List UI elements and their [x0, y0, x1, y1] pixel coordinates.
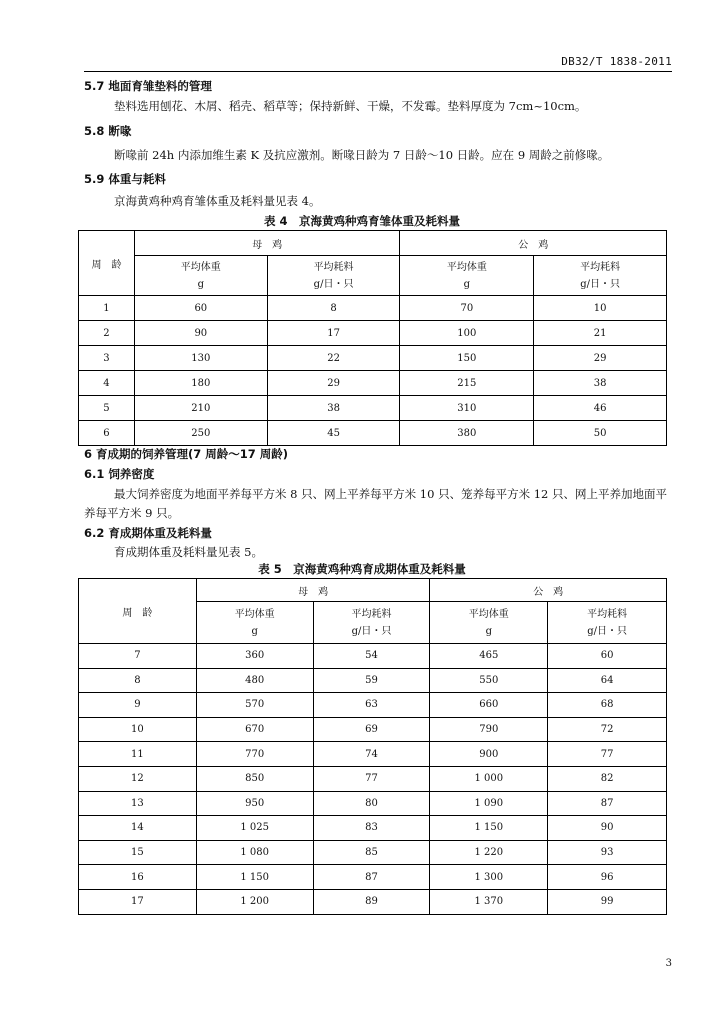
- table-cell: 54: [313, 644, 430, 669]
- table-row: [79, 717, 667, 742]
- section-6-1-text: 最大饲养密度为地面平养每平方米 8 只、网上平养每平方米 10 只、笼养每平方米 12 只、网上平养加地面平养每平方米 9 只。: [84, 487, 668, 520]
- table-cell: 1 000: [430, 766, 548, 791]
- table-row: [79, 865, 667, 890]
- table-cell: 90: [134, 321, 267, 346]
- table-cell: 380: [400, 421, 534, 446]
- table-cell: 180: [134, 371, 267, 396]
- table-row: [79, 742, 667, 767]
- table-cell: 10: [79, 717, 197, 742]
- table-4-cock-weight-header: 平均体重 g: [400, 256, 534, 296]
- table-cell: 77: [548, 742, 667, 767]
- table-row: [79, 396, 667, 421]
- header-rule: [84, 71, 672, 72]
- table-5-cock-feed-header: 平均耗料 g/日・只: [548, 602, 667, 644]
- table-cell: 1 090: [430, 791, 548, 816]
- table-cell: 59: [313, 668, 430, 693]
- table-cell: 74: [313, 742, 430, 767]
- table-cell: 63: [313, 693, 430, 718]
- document-code: DB32/T 1838-2011: [561, 55, 672, 68]
- table-cell: 82: [548, 766, 667, 791]
- table-cell: 10: [534, 296, 667, 321]
- table-cell: 770: [196, 742, 313, 767]
- table-cell: 29: [534, 346, 667, 371]
- table-cell: 22: [267, 346, 400, 371]
- table-cell: 60: [548, 644, 667, 669]
- table-cell: 13: [79, 791, 197, 816]
- table-cell: 1: [79, 296, 135, 321]
- table-4-hen-feed-header: 平均耗料 g/日・只: [267, 256, 400, 296]
- table-5-age-header: 周 龄: [79, 579, 197, 644]
- table-cell: 100: [400, 321, 534, 346]
- table-cell: 1 370: [430, 889, 548, 914]
- table-row: [79, 346, 667, 371]
- table-cell: 68: [548, 693, 667, 718]
- table-cell: 64: [548, 668, 667, 693]
- table-cell: 72: [548, 717, 667, 742]
- table-cell: 950: [196, 791, 313, 816]
- table-cell: 480: [196, 668, 313, 693]
- table-cell: 5: [79, 396, 135, 421]
- section-5-7-text: 垫料选用刨花、木屑、稻壳、稻草等；保持新鲜、干燥，不发霉。垫料厚度为 7cm~10cm。: [114, 99, 587, 113]
- table-4-caption: 表 4 京海黄鸡种鸡育雏体重及耗料量: [263, 214, 460, 228]
- table-cell: 50: [534, 421, 667, 446]
- table-cell: 83: [313, 816, 430, 841]
- table-cell: 96: [548, 865, 667, 890]
- table-cell: 12: [79, 766, 197, 791]
- table-cell: 38: [534, 371, 667, 396]
- section-6-heading: 6 育成期的饲养管理(7 周龄～17 周龄): [84, 447, 289, 461]
- table-row: [79, 693, 667, 718]
- table-cell: 250: [134, 421, 267, 446]
- table-cell: 360: [196, 644, 313, 669]
- table-cell: 215: [400, 371, 534, 396]
- table-5-hen-feed-header: 平均耗料 g/日・只: [313, 602, 430, 644]
- table-row: [79, 791, 667, 816]
- table-cell: 90: [548, 816, 667, 841]
- table-5: [78, 578, 667, 915]
- table-4-cock-header: 公 鸡: [400, 231, 667, 256]
- table-cell: 900: [430, 742, 548, 767]
- table-cell: 14: [79, 816, 197, 841]
- table-cell: 9: [79, 693, 197, 718]
- table-cell: 850: [196, 766, 313, 791]
- table-cell: 8: [79, 668, 197, 693]
- table-cell: 6: [79, 421, 135, 446]
- table-cell: 21: [534, 321, 667, 346]
- table-cell: 87: [313, 865, 430, 890]
- table-cell: 790: [430, 717, 548, 742]
- table-cell: 8: [267, 296, 400, 321]
- table-cell: 38: [267, 396, 400, 421]
- table-cell: 310: [400, 396, 534, 421]
- table-cell: 670: [196, 717, 313, 742]
- table-cell: 130: [134, 346, 267, 371]
- table-cell: 1 080: [196, 840, 313, 865]
- table-cell: 210: [134, 396, 267, 421]
- table-row: [79, 840, 667, 865]
- table-cell: 465: [430, 644, 548, 669]
- table-5-cock-weight-header: 平均体重 g: [430, 602, 548, 644]
- table-4-hen-weight-header: 平均体重 g: [134, 256, 267, 296]
- section-5-8-text: 断喙前 24h 内添加维生素 K 及抗应激剂。断喙日龄为 7 日龄～10 日龄。应在 9 周龄之前修喙。: [114, 148, 610, 162]
- table-cell: 17: [79, 889, 197, 914]
- table-cell: 11: [79, 742, 197, 767]
- table-cell: 69: [313, 717, 430, 742]
- table-row: [79, 321, 667, 346]
- table-row: [79, 421, 667, 446]
- section-6-2-heading: 6.2 育成期体重及耗料量: [84, 526, 212, 540]
- page-number: 3: [665, 958, 672, 969]
- section-5-9-text: 京海黄鸡种鸡育雏体重及耗料量见表 4。: [114, 194, 321, 208]
- table-cell: 550: [430, 668, 548, 693]
- table-row: [79, 668, 667, 693]
- table-cell: 150: [400, 346, 534, 371]
- table-cell: 60: [134, 296, 267, 321]
- table-4-age-header: 周 龄: [79, 231, 135, 296]
- table-4: [78, 230, 667, 446]
- table-cell: 570: [196, 693, 313, 718]
- table-cell: 660: [430, 693, 548, 718]
- table-cell: 16: [79, 865, 197, 890]
- table-row: [79, 644, 667, 669]
- table-5-caption: 表 5 京海黄鸡种鸡育成期体重及耗料量: [258, 562, 466, 576]
- table-cell: 85: [313, 840, 430, 865]
- table-cell: 99: [548, 889, 667, 914]
- table-cell: 1 200: [196, 889, 313, 914]
- table-row: [79, 296, 667, 321]
- table-cell: 1 220: [430, 840, 548, 865]
- section-6-2-text: 育成期体重及耗料量见表 5。: [114, 545, 263, 559]
- table-5-hen-header: 母 鸡: [196, 579, 430, 602]
- table-cell: 87: [548, 791, 667, 816]
- table-cell: 4: [79, 371, 135, 396]
- table-row: [79, 816, 667, 841]
- table-cell: 46: [534, 396, 667, 421]
- table-5-cock-header: 公 鸡: [430, 579, 667, 602]
- table-4-cock-feed-header: 平均耗料 g/日・只: [534, 256, 667, 296]
- table-cell: 1 150: [196, 865, 313, 890]
- table-row: [79, 371, 667, 396]
- table-cell: 2: [79, 321, 135, 346]
- table-row: [79, 766, 667, 791]
- table-cell: 7: [79, 644, 197, 669]
- table-cell: 29: [267, 371, 400, 396]
- table-cell: 1 150: [430, 816, 548, 841]
- table-cell: 89: [313, 889, 430, 914]
- section-6-1-heading: 6.1 饲养密度: [84, 467, 155, 481]
- section-5-9-heading: 5.9 体重与耗料: [84, 172, 166, 186]
- section-5-8-heading: 5.8 断喙: [84, 124, 132, 138]
- section-5-7-heading: 5.7 地面育雏垫料的管理: [84, 79, 212, 93]
- table-cell: 77: [313, 766, 430, 791]
- table-cell: 93: [548, 840, 667, 865]
- table-cell: 45: [267, 421, 400, 446]
- table-cell: 80: [313, 791, 430, 816]
- table-5-hen-weight-header: 平均体重 g: [196, 602, 313, 644]
- table-cell: 17: [267, 321, 400, 346]
- table-cell: 3: [79, 346, 135, 371]
- table-4-hen-header: 母 鸡: [134, 231, 400, 256]
- table-cell: 1 300: [430, 865, 548, 890]
- table-cell: 70: [400, 296, 534, 321]
- table-cell: 15: [79, 840, 197, 865]
- table-cell: 1 025: [196, 816, 313, 841]
- table-row: [79, 889, 667, 914]
